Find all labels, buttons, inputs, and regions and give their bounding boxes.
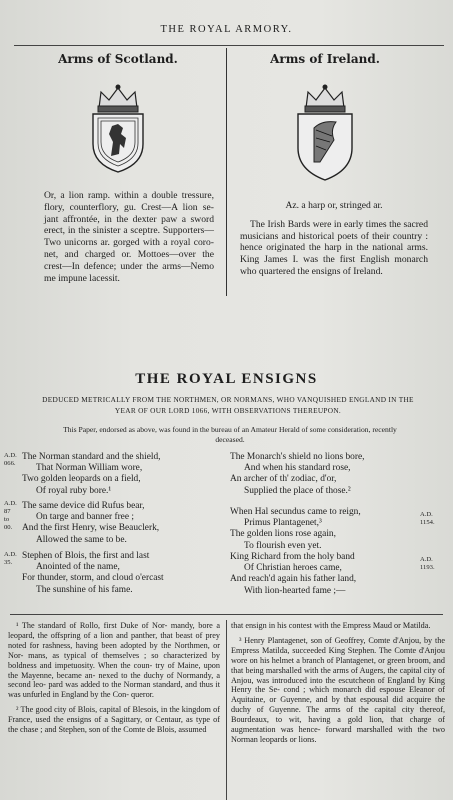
verse-line: And reach'd again his father land, <box>230 574 357 585</box>
footnote: that ensign in his contest with the Empress Maud or Matilda. <box>231 621 431 630</box>
footnote-rule <box>10 614 443 615</box>
ireland-crest-icon <box>292 82 358 182</box>
verse-line: Of Christian heroes came, <box>244 563 342 574</box>
ireland-description <box>240 200 428 278</box>
top-rule <box>14 45 444 46</box>
verse-line: Allowed the same to be. <box>36 534 127 545</box>
footnote-divider <box>226 620 227 800</box>
ireland-note: The Irish Bards were in early times the sacred musicians and historical poets of their country : hence originated the harp in the national arms. King James I. was the first English monarch who quartered the ensigns of Ireland. <box>240 218 428 277</box>
verse-line: Stephen of Blois, the first and last <box>22 551 150 561</box>
verse-line: Supplied the place of those.² <box>244 485 351 496</box>
footnote: ² The good city of Blois, capital of Blesois, in the kingdom of France, used the ensigns of a Sagittary, or Centaur, as type of the chase ; and Stephen, son of the Comte de Blois, assumed <box>8 705 220 735</box>
section-subtitle: DEDUCED METRICALLY FROM THE NORTHMEN, OR NORMANS, WHO VANQUISHED ENGLAND IN THE YEAR OF OUR LORD 1066, WITH OBSERVATIONS THEREUPON. <box>42 395 414 415</box>
margin-date: A.D. 066. <box>4 452 17 467</box>
verse-line: Two golden leopards on a field, <box>22 474 141 485</box>
verse-line: When Hal secundus came to reign, <box>230 507 361 517</box>
ireland-blazon: Az. a harp or, stringed ar. <box>285 200 383 211</box>
section-title: THE ROYAL ENSIGNS <box>135 371 318 387</box>
margin-date: A.D. 35. <box>4 551 17 566</box>
margin-date: A.D. 1193. <box>420 556 435 571</box>
scotland-description <box>44 190 214 284</box>
ireland-arms <box>240 52 410 66</box>
stanza <box>22 501 159 546</box>
verse-line: On targe and banner free ; <box>36 512 134 523</box>
verse-line: The Norman standard and the shield, <box>22 452 161 462</box>
stanza <box>230 452 364 497</box>
scotland-blazon: Or, a lion ramp. within a double tressure, flory, counterflory, gu. Crest—A lion se- jant affrontée, in the dexter paw a sword erect, in the sinister a sceptre. Supporters— Two unicorns ar. gorged with a royal coro- net, and charged or. Mottoes—over the crest—In defence; under the arms—Nemo me impune lacessit. <box>44 190 214 284</box>
verse-line: Of royal ruby bore.¹ <box>36 485 112 496</box>
scotland-arms <box>38 52 198 66</box>
verse-line: Primus Plantagenet,³ <box>244 518 322 529</box>
margin-date: A.D. 1154. <box>420 511 435 526</box>
stanza <box>230 507 361 552</box>
verse-line: The Monarch's shield no lions bore, <box>230 452 365 462</box>
footnote: ³ Henry Plantagenet, son of Geoffrey, Comte d'Anjou, by the Empress Matilda, succeeded King Stephen. The Comte d'Anjou wore on his helmet a branch of Plantagenet, or green broom, and that being marshalled with the arms of Augers, the capital city of Anjou, was introduced into the escutcheon of England by King Henry the Se- cond ; which monarch did espouse Eleanor of Aquitaine, or Guyenne, and by that espousal did acquire the duchy of Guyenne. The arms of the capital city thereof, Bourdeaux, to wit, having a gold lion, that charge of augmentation was hence- forward marshalled with the two Norman leopards or lions. <box>231 635 445 744</box>
verse-line: Anointed of the name, <box>36 562 120 573</box>
section-note: This Paper, endorsed as above, was found in the bureau of an Amateur Herald of some consideration, recently deceased. <box>63 425 397 444</box>
scotland-crest-icon <box>85 82 151 174</box>
verse-line: That Norman William wore, <box>36 463 143 474</box>
footnotes-left <box>8 621 220 740</box>
verse-line: To flourish even yet. <box>244 540 322 551</box>
margin-date: A.D. 87 to 00. <box>4 500 17 531</box>
verse-line: An archer of th' zodiac, d'or, <box>230 474 337 485</box>
verse-line: The sunshine of his fame. <box>36 584 133 595</box>
verse-line: And the first Henry, wise Beauclerk, <box>22 523 160 534</box>
verse-line: King Richard from the holy band <box>230 552 355 562</box>
verse-line: And when his standard rose, <box>244 463 351 474</box>
verse-line: The golden lions rose again, <box>230 529 336 540</box>
column-divider <box>226 48 227 296</box>
verse-line: With lion-hearted fame ;— <box>244 585 346 596</box>
verse-line: For thunder, storm, and cloud o'ercast <box>22 573 164 584</box>
verse-line: The same device did Rufus bear, <box>22 501 145 511</box>
stanza <box>22 551 164 596</box>
stanza <box>22 452 161 497</box>
footnotes-right <box>231 621 445 750</box>
footnote: ¹ The standard of Rollo, first Duke of Nor- mandy, bore a leopard, the offspring of a lion and panther, that beast of prey noted for rashness, having been adopted by the Northmen, or Nor- mans, as typical of themselves ; so characterized by boldness and impetuosity. When the coun- try of Maine, upon the Mayenne, became an- nexed to the duchy of Normandy, a second leo- pard was added to the Norman standard, and thus it was unfurled in England by the Con- queror. <box>8 621 220 700</box>
ireland-arms-title: Arms of Ireland. <box>270 52 380 66</box>
scotland-arms-title: Arms of Scotland. <box>58 52 178 66</box>
running-head: THE ROYAL ARMORY. <box>160 24 293 35</box>
stanza <box>230 552 356 597</box>
